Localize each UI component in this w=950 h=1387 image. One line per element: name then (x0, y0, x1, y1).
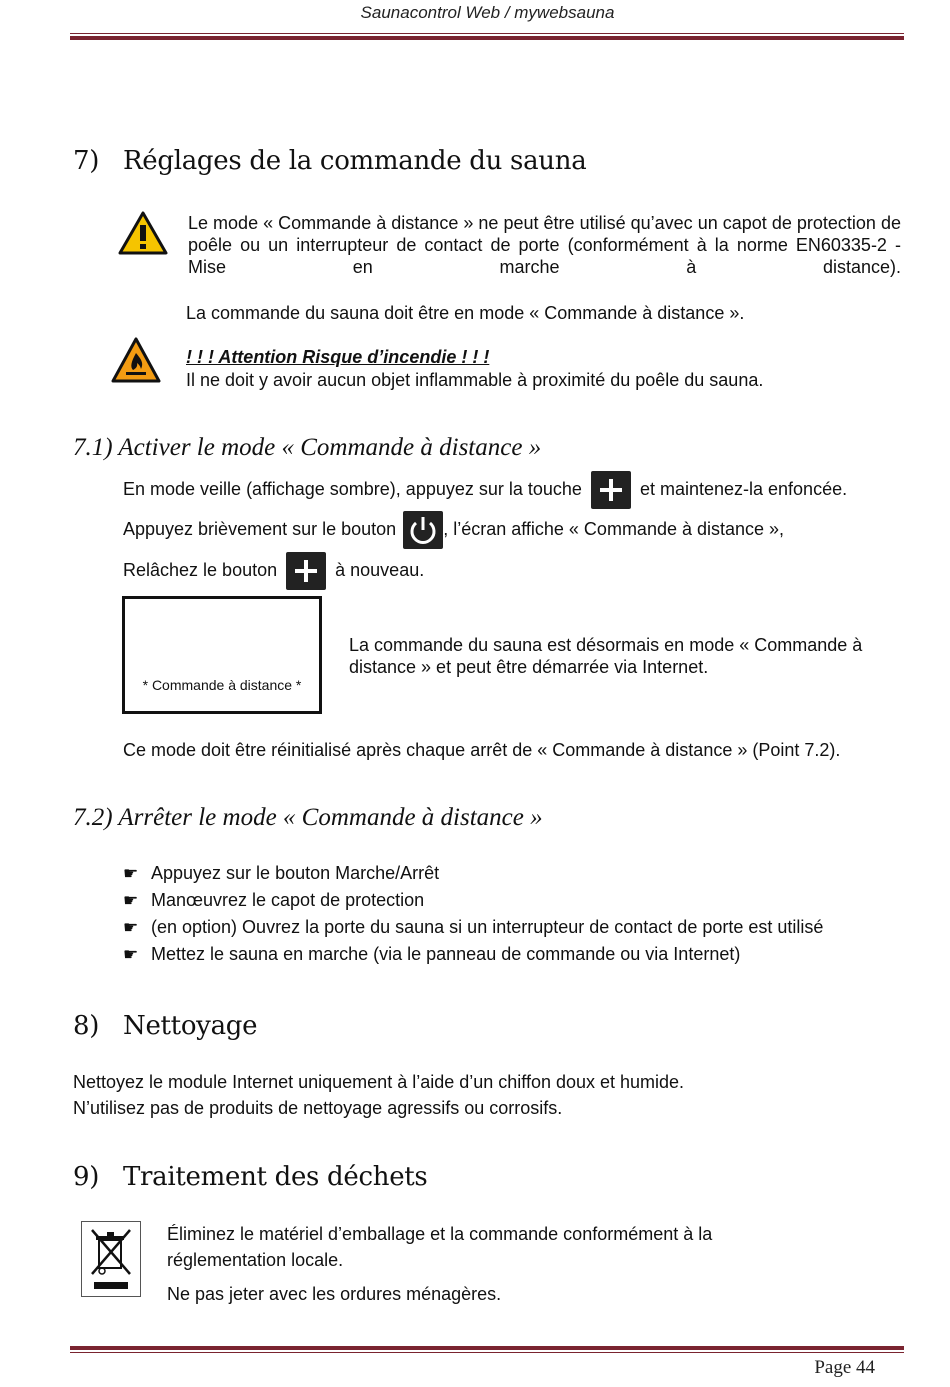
remote-mode-result-text: La commande du sauna est désormais en mode « Commande à distance » et peut être démarrée via Internet. (349, 635, 863, 677)
fire-hazard-title: ! ! ! Attention Risque d’incendie ! ! ! (186, 347, 490, 367)
cleaning-text-2: N’utilisez pas de produits de nettoyage agressifs ou corrosifs. (73, 1098, 563, 1118)
display-screen-illustration (122, 596, 322, 714)
display-screen-text: * Commande à distance * (142, 677, 302, 693)
weee-bin-icon (81, 1221, 141, 1297)
pointing-hand-icon: ☛ (123, 945, 139, 964)
footer-rule (70, 1346, 904, 1350)
section-7-1-heading: 7.1) Activer le mode « Commande à distance » (73, 434, 542, 461)
step-1: En mode veille (affichage sombre), appuyez sur la touche et maintenez-la enfoncée. (123, 467, 923, 511)
pointing-hand-icon: ☛ (123, 864, 139, 883)
fire-hazard-icon (111, 337, 161, 388)
fire-hazard-text: Il ne doit y avoir aucun objet inflammable à proximité du poêle du sauna. (186, 370, 764, 390)
step-3: Relâchez le bouton à nouveau. (123, 548, 923, 592)
remote-mode-reset-note: Ce mode doit être réinitialisé après chaque arrêt de « Commande à distance » (Point 7.2). (123, 740, 841, 760)
list-item: ☛ Appuyez sur le bouton Marche/Arrêt (123, 860, 923, 887)
warning-icon (118, 211, 168, 260)
footer-rule-thin (70, 1352, 904, 1353)
header-rule (70, 36, 904, 40)
disposal-text-2: Ne pas jeter avec les ordures ménagères. (167, 1284, 502, 1304)
stop-steps-list (123, 860, 923, 968)
list-item: ☛ (en option) Ouvrez la porte du sauna si un interrupteur de contact de porte est utilisé (123, 914, 923, 941)
section-8-heading: 8) Nettoyage (73, 1011, 258, 1041)
section-7-heading: 7) Réglages de la commande du sauna (73, 146, 587, 176)
disposal-text-1: Éliminez le matériel d’emballage et la commande conformément à la réglementation locale. (167, 1224, 713, 1270)
cleaning-text-1: Nettoyez le module Internet uniquement à l’aide d’un chiffon doux et humide. (73, 1072, 685, 1092)
remote-mode-requirement-text: La commande du sauna doit être en mode « Commande à distance ». (186, 303, 745, 323)
section-7-2-heading: 7.2) Arrêter le mode « Commande à distance » (73, 804, 543, 831)
plus-key-icon (591, 471, 631, 509)
pointing-hand-icon: ☛ (123, 918, 139, 937)
remote-mode-warning-text: Le mode « Commande à distance » ne peut être utilisé qu’avec un capot de protection de poêle ou un interrupteur de contact de porte (conformément à la norme EN60335-2 - Mise en marche à distance). (188, 213, 901, 277)
document-header-title: Saunacontrol Web / mywebsauna (360, 3, 615, 22)
page-number: Page 44 (814, 1357, 875, 1378)
step-2: Appuyez brièvement sur le bouton , l’écran affiche « Commande à distance », (123, 507, 923, 551)
header-rule-thin (70, 33, 904, 34)
section-9-heading: 9) Traitement des déchets (73, 1162, 428, 1192)
list-item: ☛ Mettez le sauna en marche (via le panneau de commande ou via Internet) (123, 941, 923, 968)
pointing-hand-icon: ☛ (123, 891, 139, 910)
list-item: ☛ Manœuvrez le capot de protection (123, 887, 923, 914)
plus-key-icon (286, 552, 326, 590)
power-key-icon (403, 511, 443, 549)
